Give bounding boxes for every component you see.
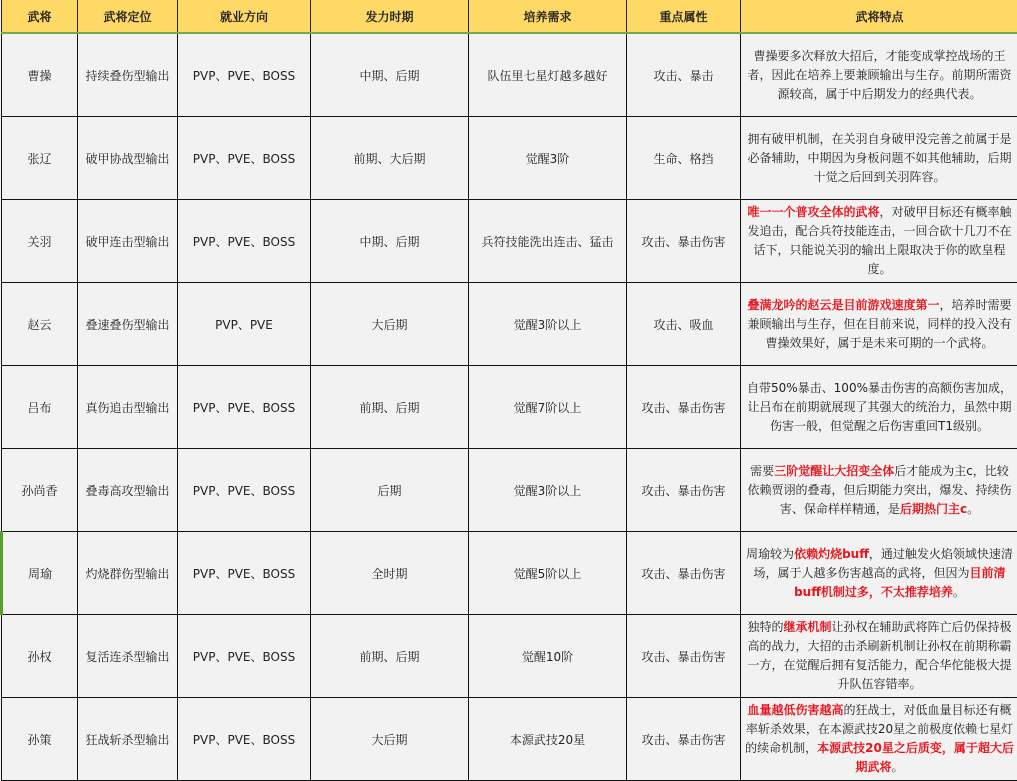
table-row <box>2 283 1017 366</box>
description-text: 后才能成为主c，比较依赖贾诩的叠毒，但后期能力突出，爆发、持续伤害、保命样样精通，是 <box>747 463 1012 516</box>
table-row <box>2 366 1017 449</box>
table-body <box>2 33 1017 781</box>
highlight-text: 血量越低伤害越高 <box>747 703 844 717</box>
highlight-text: 目前清buff机制过多，不太推荐培养 <box>794 565 1006 599</box>
hero-description <box>741 117 1017 200</box>
hero-attributes: 攻击、暴击伤害 <box>627 449 741 532</box>
description-text: 自带50%暴击、100%暴击伤害的高额伤害加成，让吕布在前期就展现了其强大的统治力，虽然中期伤害一般，但觉醒之后伤害重回T1级别。 <box>747 380 1012 433</box>
hero-role: 破甲连击型输出 <box>78 200 178 283</box>
highlight-text: 依赖灼烧buff <box>794 546 869 561</box>
hero-description <box>741 200 1017 283</box>
table-row <box>2 117 1017 200</box>
hero-description <box>741 615 1017 698</box>
hero-attributes: 攻击、暴击 <box>627 33 741 117</box>
hero-period: 前期、后期 <box>311 615 469 698</box>
description-text: 独特的 <box>747 620 784 634</box>
hero-name: 孙权 <box>2 615 78 698</box>
hero-attributes: 攻击、暴击伤害 <box>627 366 741 449</box>
hero-period: 中期、后期 <box>311 200 469 283</box>
hero-content: PVP、PVE、BOSS <box>178 532 311 615</box>
highlight-text: 叠满龙吟的赵云是目前游戏速度第一 <box>747 297 940 312</box>
hero-role: 持续叠伤型输出 <box>78 33 178 117</box>
hero-role: 狂战斩杀型输出 <box>78 698 178 781</box>
hero-description <box>741 449 1017 532</box>
hero-content: PVP、PVE、BOSS <box>178 117 311 200</box>
hero-period: 全时期 <box>311 532 469 615</box>
hero-description <box>741 366 1017 449</box>
description-text: ，通过触发火焰领域快速清场，属于人越多伤害越高的武将，但因为 <box>753 546 1013 580</box>
hero-name: 曹操 <box>2 33 78 117</box>
description-text: 。 <box>891 760 904 774</box>
hero-description <box>741 698 1017 781</box>
header-requirement: 培养需求 <box>469 0 627 33</box>
hero-period: 前期、大后期 <box>311 117 469 200</box>
hero-description <box>741 33 1017 117</box>
hero-period: 大后期 <box>311 698 469 781</box>
hero-attributes: 攻击、暴击伤害 <box>627 532 741 615</box>
hero-name: 关羽 <box>2 200 78 283</box>
table-row <box>2 449 1017 532</box>
table-row <box>2 33 1017 117</box>
hero-content: PVP、PVE、BOSS <box>178 698 311 781</box>
description-text: 需要 <box>750 463 775 478</box>
hero-content: PVP、PVE、BOSS <box>178 615 311 698</box>
hero-requirement: 觉醒7阶以上 <box>469 366 627 449</box>
hero-name: 吕布 <box>2 366 78 449</box>
hero-requirement: 觉醒3阶 <box>469 117 627 200</box>
hero-period: 中期、后期 <box>311 33 469 117</box>
highlight-text: 继承机制 <box>783 620 832 634</box>
header-hero: 武将 <box>2 0 78 33</box>
description-text: 的狂战士，对低血量目标还有概率斩杀效果，在本源武技20星之前极度依赖七星灯的续命机制， <box>745 703 1014 755</box>
hero-role: 破甲协战型输出 <box>78 117 178 200</box>
hero-name: 张辽 <box>2 117 78 200</box>
header-role: 武将定位 <box>78 0 178 33</box>
header-attributes: 重点属性 <box>627 0 741 33</box>
header-period: 发力时期 <box>311 0 469 33</box>
description-text: 让孙权在辅助武将阵亡后仍保持极高的战力，大招的击杀刷新机制让孙权在前期称霸一方，在觉醒后拥有复活能力，配合华佗能极大提升队伍容错率。 <box>747 620 1012 691</box>
hero-period: 后期 <box>311 449 469 532</box>
highlight-text: 后期热门主c <box>899 501 968 516</box>
hero-description <box>741 532 1017 615</box>
hero-attributes: 生命、格挡 <box>627 117 741 200</box>
description-text: 周瑜较为 <box>746 546 795 561</box>
hero-period: 前期、后期 <box>311 366 469 449</box>
hero-name: 孙策 <box>2 698 78 781</box>
hero-requirement: 觉醒5阶以上 <box>469 532 627 615</box>
hero-content: PVP、PVE、BOSS <box>178 33 311 117</box>
hero-name: 赵云 <box>2 283 78 366</box>
hero-role: 真伤追击型输出 <box>78 366 178 449</box>
hero-requirement: 队伍里七星灯越多越好 <box>469 33 627 117</box>
table-row <box>2 200 1017 283</box>
description-text: ，培养时需要兼顾输出与生存，但在目前来说，同样的投入没有曹操效果好，属于是未来可期的一个武将。 <box>747 297 1012 350</box>
description-text: 。 <box>952 584 965 599</box>
highlight-text: 本源武技20星之后质变，属于超大后期武将 <box>817 741 1014 774</box>
highlight-text: 唯一一个普攻全体的武将 <box>747 205 880 219</box>
header-row <box>2 0 1017 33</box>
hero-content: PVP、PVE、BOSS <box>178 366 311 449</box>
hero-name: 孙尚香 <box>2 449 78 532</box>
table-row <box>2 615 1017 698</box>
hero-content: PVP、PVE、BOSS <box>178 200 311 283</box>
hero-role: 复活连杀型输出 <box>78 615 178 698</box>
hero-role: 叠毒高攻型输出 <box>78 449 178 532</box>
hero-requirement: 觉醒10阶 <box>469 615 627 698</box>
hero-role: 叠速叠伤型输出 <box>78 283 178 366</box>
hero-period: 大后期 <box>311 283 469 366</box>
hero-content: PVP、PVE <box>178 283 311 366</box>
hero-description <box>741 283 1017 366</box>
hero-attributes: 攻击、暴击伤害 <box>627 615 741 698</box>
table-row <box>2 698 1017 781</box>
description-text: 曹操要多次释放大招后，才能变成掌控战场的王者，因此在培养上要兼顾输出与生存。前期所需资源较高，属于中后期发力的经典代表。 <box>747 48 1012 101</box>
hero-attributes: 攻击、暴击伤害 <box>627 698 741 781</box>
hero-attributes: 攻击、吸血 <box>627 283 741 366</box>
header-description: 武将特点 <box>741 0 1017 33</box>
header-content: 就业方向 <box>178 0 311 33</box>
hero-requirement: 本源武技20星 <box>469 698 627 781</box>
hero-requirement: 觉醒3阶以上 <box>469 449 627 532</box>
highlight-text: 三阶觉醒让大招变全体 <box>774 463 895 478</box>
description-text: 。 <box>967 501 980 516</box>
description-text: ，对破甲目标还有概率触发追击，配合兵符技能连击，一回合砍十几刀不在话下，只能说关羽的输出上限取决于你的欧皇程度。 <box>747 205 1012 276</box>
table-row <box>2 532 1017 615</box>
hero-content: PVP、PVE、BOSS <box>178 449 311 532</box>
hero-name: 周瑜 <box>2 532 78 615</box>
hero-requirement: 觉醒3阶以上 <box>469 283 627 366</box>
hero-attributes: 攻击、暴击伤害 <box>627 200 741 283</box>
hero-role: 灼烧群伤型输出 <box>78 532 178 615</box>
hero-requirement: 兵符技能洗出连击、猛击 <box>469 200 627 283</box>
description-text: 拥有破甲机制，在关羽自身破甲没完善之前属于是必备辅助，中期因为身板问题不如其他辅助，后期十觉之后回到关羽阵容。 <box>747 131 1012 184</box>
